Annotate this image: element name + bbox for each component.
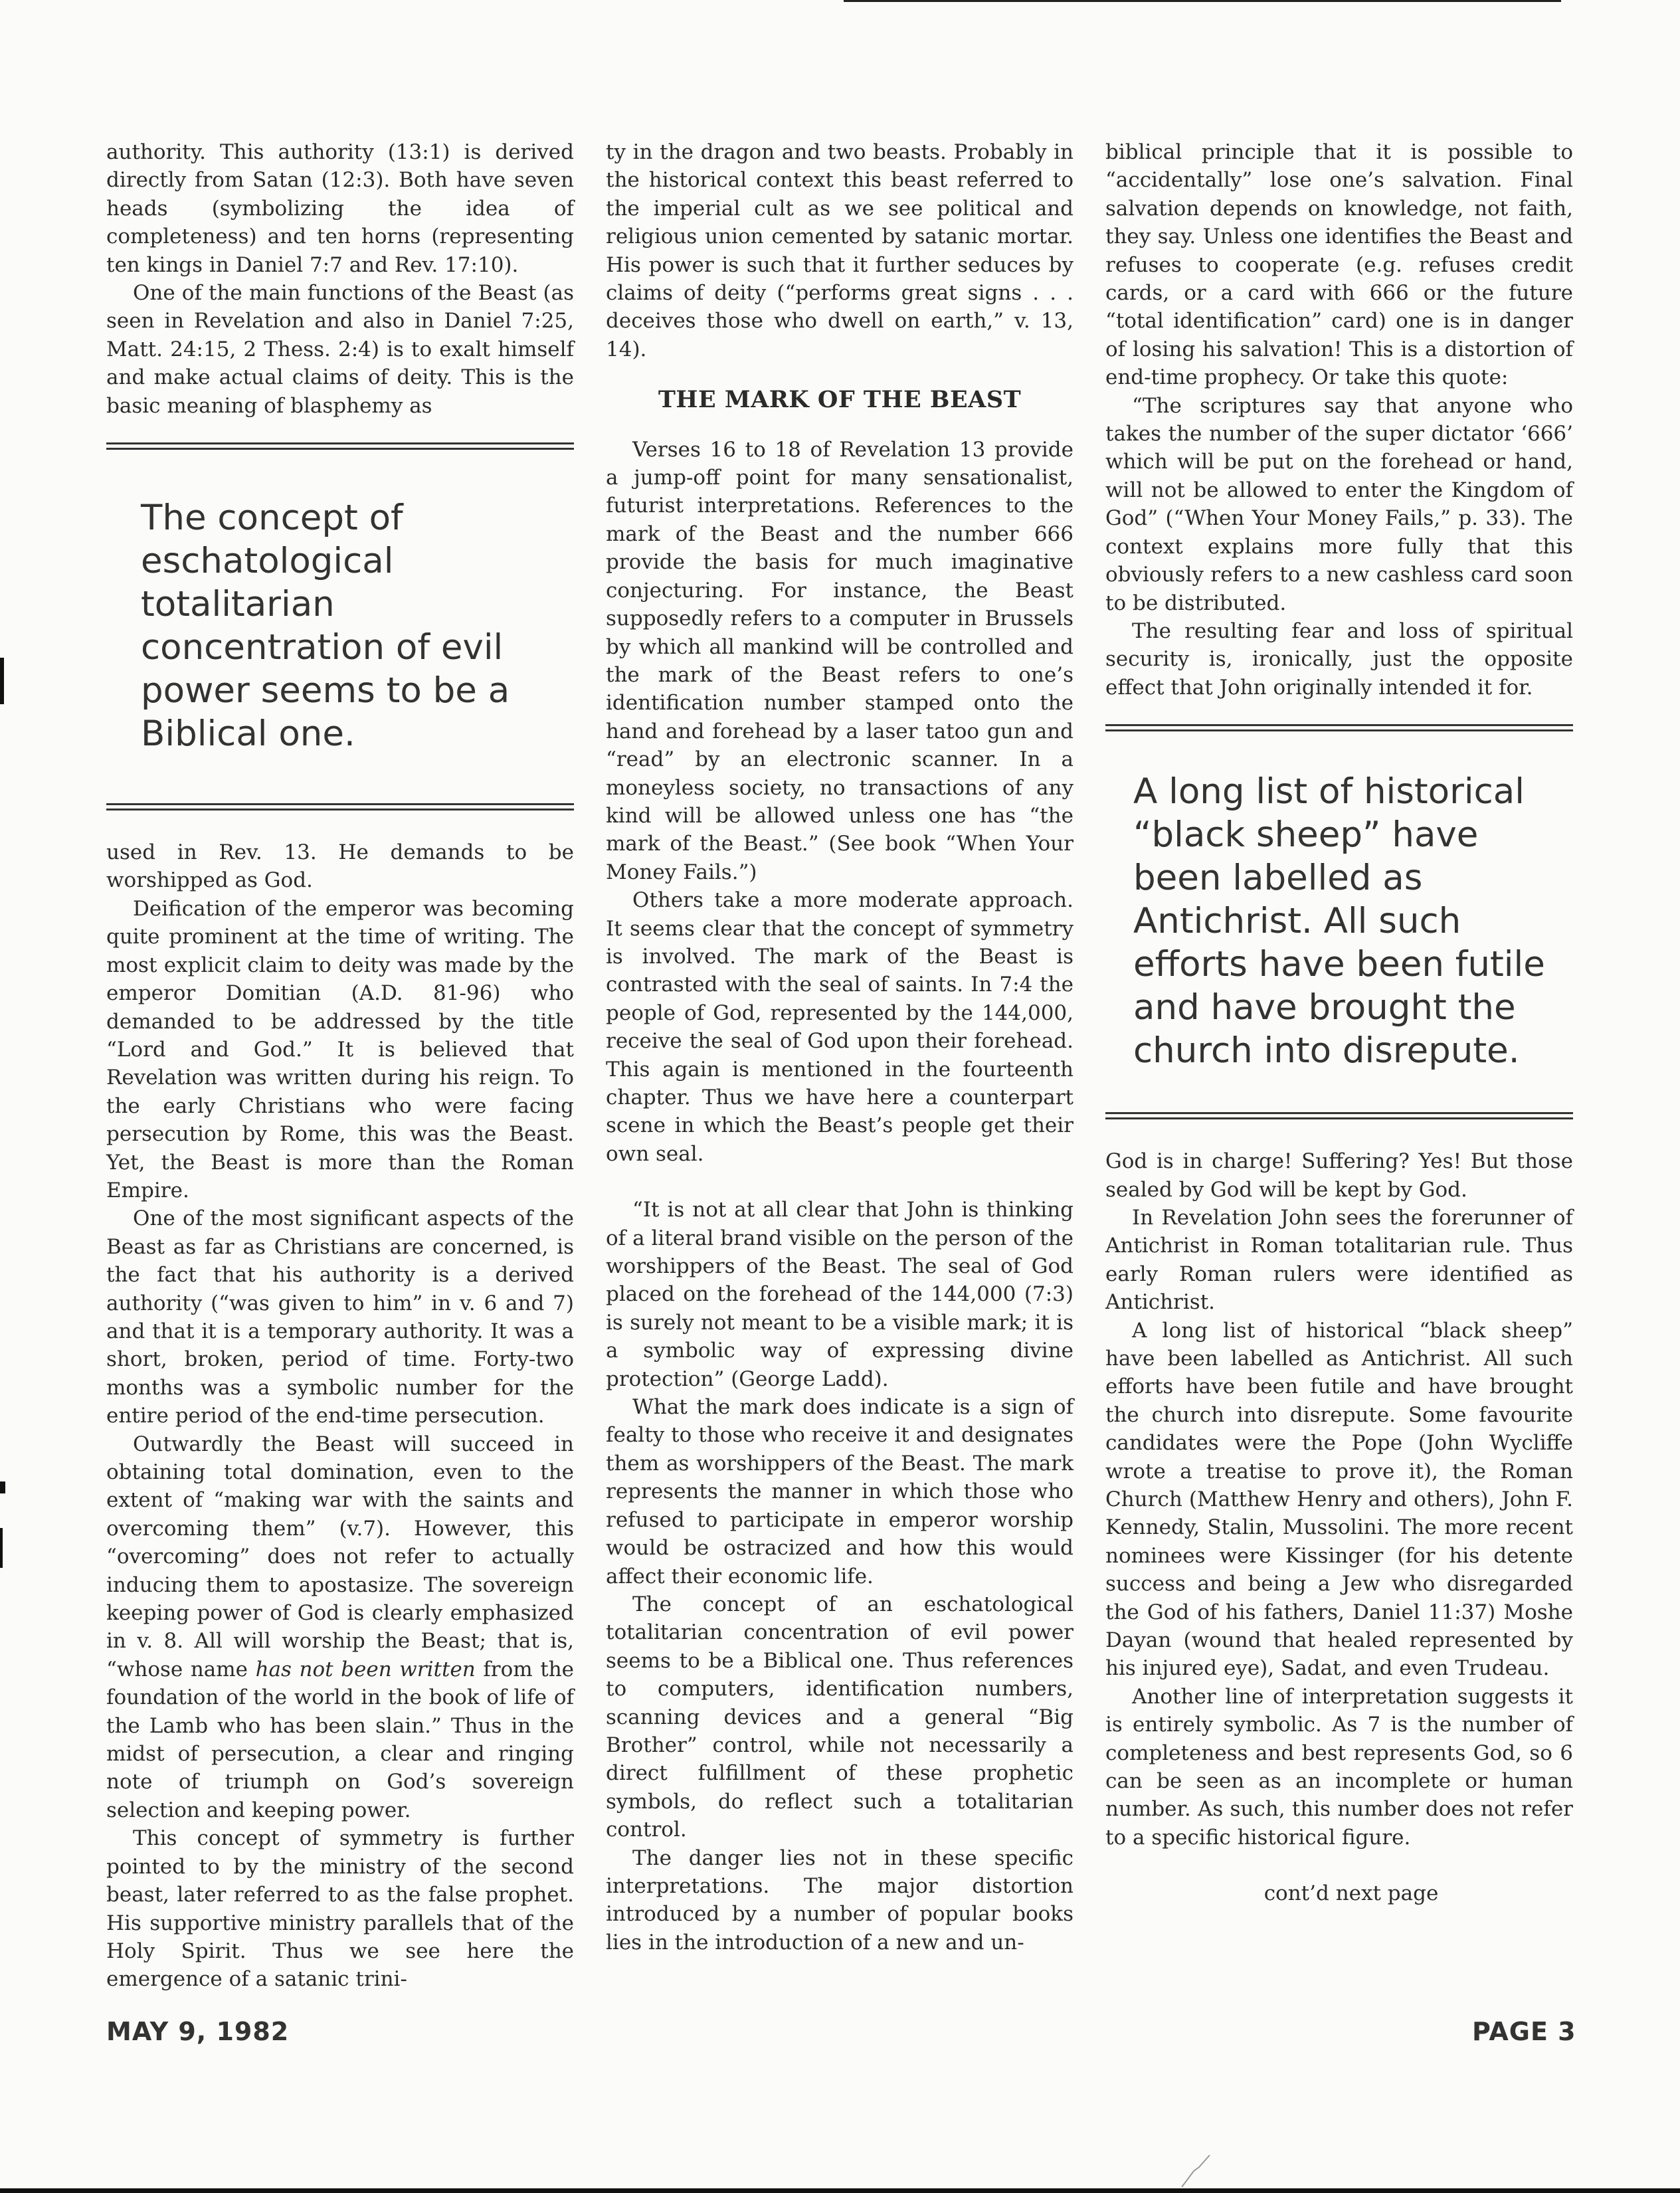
scan-edge-mark: [0, 658, 4, 704]
paragraph: A long list of historical “black sheep” have been labelled as Antichrist. All such efforts have been futile and have brought the church into disrepute. Some favourite candidates were the Pope (John Wycliffe wrote a treatise to prove it), the Roman Church (Matthew Henry and others), John F. Kennedy, Stalin, Mussolini. The more recent nominees were Kissinger (for his detente success and being a Jew who disregarded the God of his fathers, Daniel 11:37) Moshe Dayan (wound that healed represented by his injured eye), Sadat, and even Trudeau.: [1105, 1318, 1573, 1681]
paragraph: “It is not at all clear that John is thinking of a literal brand visible on the person of the worshippers of the Beast. The seal of God placed on the forehead of the 144,000 (7:3) is surely not meant to be a visible mark; it is a symbolic way of expressing divine protection” (George Ladd).: [606, 1198, 1073, 1391]
pull-quote-bottom-rule: [106, 803, 574, 810]
paragraph: “The scriptures say that anyone who takes the number of the super dictator ‘666’ which will be put on the forehead or hand, will not be allowed to enter the Kingdom of God” (“When Your Money Fails,” p. 33). The context explains more fully that this obviously refers to a new cashless card soon to be distributed.: [1105, 393, 1573, 615]
paragraph: Others take a more moderate approach. It seems clear that the concept of symmetry is involved. The mark of the Beast is contrasted with the seal of saints. In 7:4 the people of God, represented by the 144,000, receive the seal of God upon their forehead. This again is mentioned in the fourteenth chapter. Thus we have here a counterpart scene in which the Beast’s people get their own seal.: [606, 888, 1073, 1166]
pull-quote-text: The concept of eschatological totalitarian concentration of evil power seems to be a Biblical one.: [141, 498, 510, 755]
paragraph: Verses 16 to 18 of Revelation 13 provide a jump-off point for many sensationalist, futurist interpretations. References to the mark of the Beast and the number 666 provide the basis for much imaginative conjecturing. For instance, the Beast supposedly refers to a computer in Brussels by which all mankind will be controlled and the mark of the Beast refers to one’s identification number stamped onto the hand and forehead by a laser tatoo gun and “read” by an electronic scanner. In a moneyless society, no transactions of any kind will be allowed unless one has “the mark of the Beast.” (See book “When Your Money Fails.”): [606, 437, 1073, 884]
paragraph: [106, 1430, 574, 1825]
paragraph: The resulting fear and loss of spiritual security is, ironically, just the opposite effect that John originally intended it for.: [1105, 619, 1573, 700]
pull-quote: [1105, 724, 1573, 1119]
paragraph: What the mark does indicate is a sign of fealty to those who receive it and designates them as worshippers of the Beast. The mark represents the manner in which those who refused to participate in emperor worship would be ostracized and how this would affect their economic life.: [606, 1395, 1073, 1588]
italic-phrase: has not been written: [255, 1657, 476, 1681]
paragraph: authority. This authority (13:1) is derived directly from Satan (12:3). Both have seven heads (symbolizing the idea of completeness) and ten horns (representing ten kings in Daniel 7:7 and Rev. 17:10).: [106, 140, 574, 277]
paragraph: God is in charge! Suffering? Yes! But those sealed by God will be kept by God.: [1105, 1149, 1573, 1202]
paragraph-text: from the foundation of the world in the book of life of the Lamb who has been slain.” Thus in the midst of persecution, a clear and ringing note of triumph on God’s sovereign selection and keeping power.: [106, 1657, 575, 1822]
paragraph: This concept of symmetry is further pointed to by the ministry of the second beast, later referred to as the false prophet. His supportive ministry parallels that of the Holy Spirit. Thus we see here the emergence of a satanic trini-: [106, 1826, 574, 1992]
paragraph: One of the most significant aspects of the Beast as far as Christians are concerned, is the fact that his authority is a derived authority (“was given to him” in v. 6 and 7) and that it is a temporary authority. It was a short, broken, period of time. Forty-two months was a symbolic number for the entire period of the end-time persecution.: [106, 1206, 574, 1428]
paragraph: The concept of an eschatological totalitarian concentration of evil power seems to be a Biblical one. Thus references to computers, identification numbers, scanning devices and a general “Big Brother” control, while not necessarily a direct fulfillment of these prophetic symbols, do reflect such a totalitarian control.: [606, 1592, 1073, 1842]
pull-quote-text: A long list of historical “black sheep” have been labelled as Antichrist. All such efforts have been futile and have brought the church into disrepute.: [1133, 771, 1545, 1072]
pull-quote-top-rule: [106, 442, 574, 450]
pull-quote-top-rule: [1105, 724, 1573, 731]
footer-page-number: PAGE 3: [1472, 2017, 1576, 2046]
column-1: [106, 138, 574, 1994]
pull-quote: [106, 442, 574, 810]
scan-scratch-mark: [1179, 2152, 1212, 2189]
paragraph: ty in the dragon and two beasts. Probably in the historical context this beast referred to the imperial cult as we see political and religious union cemented by satanic mortar. His power is such that it further seduces by claims of deity (“performs great signs . . . deceives those who dwell on earth,” v. 13, 14).: [606, 140, 1073, 361]
continued-note: cont’d next page: [1263, 1881, 1439, 1906]
paragraph: In Revelation John sees the forerunner of Antichrist in Roman totalitarian rule. Thus early Roman rulers were identified as Antichrist.: [1105, 1205, 1573, 1315]
footer-date: MAY 9, 1982: [106, 2017, 290, 2046]
paragraph: used in Rev. 13. He demands to be worshipped as God.: [106, 840, 574, 893]
paragraph: The danger lies not in these specific interpretations. The major distortion introduced by a number of popular books lies in the introduction of a new and un-: [606, 1846, 1073, 1955]
scan-edge-mark: [0, 1528, 3, 1568]
column-3: [1105, 138, 1573, 1908]
paragraph-text: Outwardly the Beast will succeed in obtaining total domination, even to the extent of “making war with the saints and overcoming them” (v.7). However, this “overcoming” does not refer to actually inducing them to apostasize. The sovereign keeping power of God is clearly emphasized in v. 8. All will worship the Beast; that is, “whose name: [106, 1432, 574, 1681]
paragraph: Another line of interpretation suggests it is entirely symbolic. As 7 is the number of completeness and best represents God, so 6 can be seen as an incomplete or human number. As such, this number does not refer to a specific historical figure.: [1105, 1684, 1573, 1850]
section-heading: THE MARK OF THE BEAST: [658, 386, 1022, 414]
pull-quote-bottom-rule: [1105, 1112, 1573, 1119]
paragraph: One of the main functions of the Beast (as seen in Revelation and also in Daniel 7:25, Matt. 24:15, 2 Thess. 2:4) is to exalt himself and make actual claims of deity. This is the basic meaning of blasphemy as: [106, 281, 574, 418]
paragraph: Deification of the emperor was becoming quite prominent at the time of writing. The most explicit claim to deity was made by the emperor Domitian (A.D. 81-96) who demanded to be addressed by the title “Lord and God.” It is believed that Revelation was written during his reign. To the early Christians who were facing persecution by Rome, this was the Beast. Yet, the Beast is more than the Roman Empire.: [106, 896, 574, 1202]
column-2: [606, 138, 1073, 1956]
scan-edge-mark: [0, 1481, 5, 1493]
scan-edge-bottom: [0, 2188, 1680, 2193]
top-edge-line: [844, 0, 1561, 2]
paragraph: biblical principle that it is possible to “accidentally” lose one’s salvation. Final salvation depends on knowledge, not faith, they say. Unless one identifies the Beast and refuses to cooperate (e.g. refuses credit cards, or a card with 666 or the future “total identification” card) one is in danger of losing his salvation! This is a distortion of end-time prophecy. Or take this quote:: [1105, 140, 1573, 390]
